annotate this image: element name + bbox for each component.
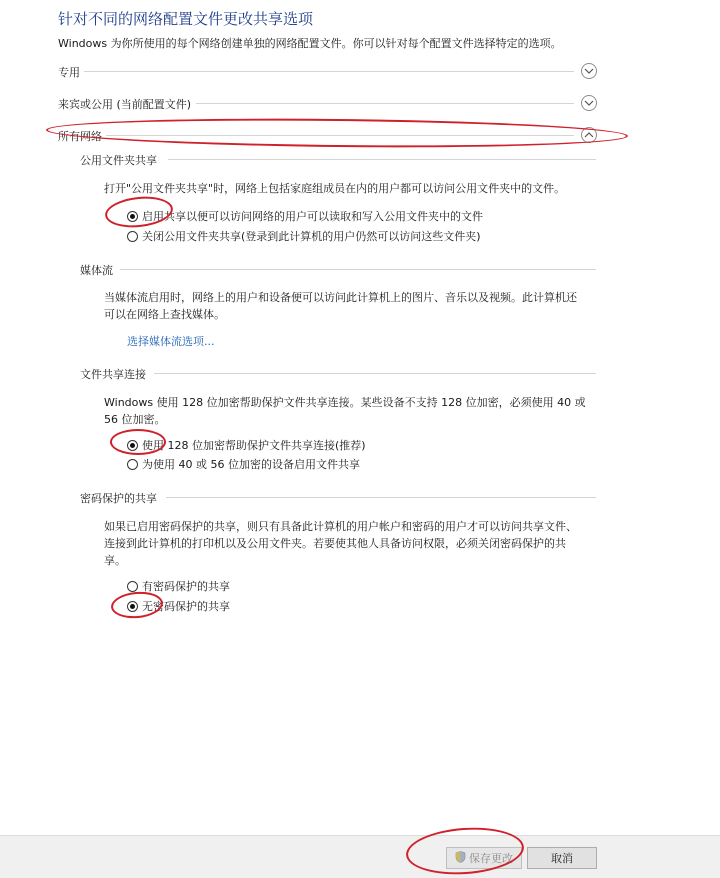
radio-button[interactable]	[127, 231, 138, 242]
media-text-line2: 可以在网络上查找媒体。	[104, 308, 225, 321]
profile-private-label[interactable]: 专用	[58, 66, 80, 79]
radio-label: 关闭公用文件夹共享(登录到此计算机的用户仍然可以访问这些文件夹)	[142, 230, 481, 243]
divider	[168, 159, 596, 160]
public-folder-on-option[interactable]	[127, 208, 483, 224]
radio-label: 为使用 40 或 56 位加密的设备启用文件共享	[142, 458, 360, 471]
profile-all-label[interactable]: 所有网络	[58, 130, 102, 143]
cancel-button[interactable]	[527, 847, 597, 869]
encryption-128-option[interactable]	[127, 437, 366, 453]
save-button[interactable]	[446, 847, 522, 869]
public-folder-text: 打开"公用文件夹共享"时，网络上包括家庭组成员在内的用户都可以访问公用文件夹中的文件。	[104, 182, 566, 195]
divider	[120, 269, 596, 270]
divider	[84, 71, 574, 72]
password-heading: 密码保护的共享	[80, 492, 157, 505]
password-text-line2: 连接到此计算机的打印机以及公用文件夹。若要使其他人具备访问权限，必须关闭密码保护的共	[104, 537, 566, 550]
radio-label: 使用 128 位加密帮助保护文件共享连接(推荐)	[142, 439, 366, 452]
media-text-line1: 当媒体流启用时，网络上的用户和设备便可以访问此计算机上的图片、音乐以及视频。此计算机还	[104, 291, 577, 304]
password-on-option[interactable]	[127, 578, 230, 594]
divider	[196, 103, 574, 104]
page-title: 针对不同的网络配置文件更改共享选项	[58, 10, 314, 28]
footer-bar	[0, 835, 720, 878]
public-folder-off-option[interactable]	[127, 228, 481, 244]
radio-label: 无密码保护的共享	[142, 600, 230, 613]
encryption-40-56-option[interactable]	[127, 456, 360, 472]
file-sharing-heading: 文件共享连接	[80, 368, 146, 381]
shield-icon	[455, 851, 466, 866]
chevron-down-icon[interactable]	[581, 63, 597, 79]
radio-label: 有密码保护的共享	[142, 580, 230, 593]
radio-label: 启用共享以便可以访问网络的用户可以读取和写入公用文件夹中的文件	[142, 210, 483, 223]
save-button-label: 保存更改	[469, 852, 513, 865]
media-streaming-link[interactable]: 选择媒体流选项...	[127, 335, 215, 348]
chevron-up-icon[interactable]	[581, 127, 597, 143]
annotation-ellipse	[46, 116, 628, 150]
divider	[154, 373, 596, 374]
divider	[166, 497, 596, 498]
file-sharing-text-line2: 56 位加密。	[104, 413, 166, 426]
radio-button[interactable]	[127, 440, 138, 451]
password-off-option[interactable]	[127, 598, 230, 614]
password-text-line3: 享。	[104, 554, 126, 567]
divider	[106, 135, 574, 136]
media-heading: 媒体流	[80, 264, 113, 277]
radio-button[interactable]	[127, 581, 138, 592]
profile-guest-label[interactable]: 来宾或公用 (当前配置文件)	[58, 98, 192, 111]
file-sharing-text-line1: Windows 使用 128 位加密帮助保护文件共享连接。某些设备不支持 128 位加密，必须使用 40 或	[104, 396, 586, 409]
radio-button[interactable]	[127, 601, 138, 612]
password-text-line1: 如果已启用密码保护的共享，则只有具备此计算机的用户帐户和密码的用户才可以访问共享文件、	[104, 520, 577, 533]
chevron-down-icon[interactable]	[581, 95, 597, 111]
public-folder-heading: 公用文件夹共享	[80, 154, 157, 167]
cancel-button-label: 取消	[551, 852, 573, 865]
radio-button[interactable]	[127, 211, 138, 222]
page-description: Windows 为你所使用的每个网络创建单独的网络配置文件。你可以针对每个配置文件选择特定的选项。	[58, 37, 562, 50]
radio-button[interactable]	[127, 459, 138, 470]
